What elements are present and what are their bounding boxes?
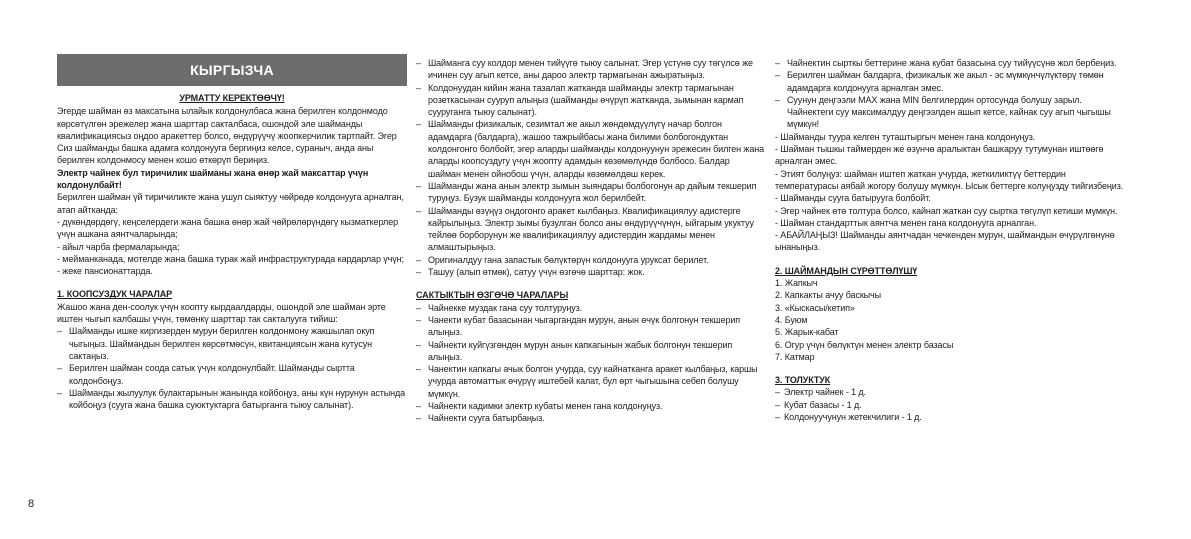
intro-paragraph: Эгерде шайман өз максатына ылайык колдонулбаса жана берилген колдонмодо көрсөтүлгөн эрежелер жана шарттар сакталбаса, ошондой эле шайманды квалификациясыз оңдоо аракеттер болсо, өндүрүүчү жоопкерчилик тартпайт. Эгер Сиз шайманды башка адамга колдонууга бергиңиз келсе, сураныч, анда аны берилген колдонмосу менен кошо өткөрүп бериңиз. <box>57 106 397 166</box>
list-item: – Оригиналдуу гана запастык бөлүктөрүн колдонууга уруксат берилет. <box>416 254 764 266</box>
list-item: – Колдонуудан кийин жана тазалап жатканда шайманды электр тармагынан розеткасынан сууруп алыңыз (шайманды өчүрүп жатканда, зымынан кармап сууруганга тыюу салынат). <box>416 82 764 119</box>
precautions-list-continued <box>775 57 1125 131</box>
list-item: – Шайманды өзүңүз оңдогонго аракет кылбаңыз. Квалификациялуу адистерге кайрылыңыз. Электр зымы бузулган болсо аны өндүрүүчүнүн, ыйгарым укуктуу тейлөө борборунун же квалификациялуу адистердин жардамы менен алмаштырыңыз. <box>416 205 764 254</box>
list-item: – Электр чайнек - 1 д. <box>775 386 1125 398</box>
list-item: – Ташуу (алып өтмөк), сатуу үчүн өзгөчө шарттар: жок. <box>416 266 764 278</box>
dash-line: - Шайманды туура келген туташтыргыч менен гана колдонуңуз. <box>775 131 1036 142</box>
safety-list-continued <box>416 57 764 278</box>
language-banner: КЫРГЫЗЧА <box>57 54 407 86</box>
dash-line: - Шайманды сууга батырууга болбойт. <box>775 193 931 204</box>
list-item: – Шайманды ишке киргизерден мурун берилген колдонмону жакшылап окуп чыгыңыз. Шаймандын берилген көрсөтмөсүн, квитанциясын жана кутусун сактаңыз. <box>57 325 407 362</box>
page-number: 8 <box>28 498 35 510</box>
list-item: – Чайнекти сууга батырбаңыз. <box>416 412 764 424</box>
list-item: – Колдонуучунун жетекчилиги - 1 д. <box>775 411 1125 423</box>
section1-intro: Жашоо жана ден-соолук үчүн коопту кырдаалдарды, ошондой эле шайман эрте иштен чыгып калбашы үчүн, төмөнкү шарттар так сакталууга тийиш: <box>57 301 386 325</box>
section3-title: 3. ТОЛУКТУК <box>775 375 831 386</box>
precautions-title: САКТЫКТЫН ӨЗГӨЧӨ ЧАРАЛАРЫ <box>416 290 569 301</box>
dash-line: - Этият болуңуз: шайман иштеп жаткан учурда, жеткиликтүү беттердин температурасы аябай жогору болушу мүмкүн. Ысык беттерге колуңузду тийгизбеңиз. <box>775 168 1124 191</box>
contents-list <box>775 386 1125 423</box>
list-item: – Чанекти кубат базасынан чыгаргандан мурун, анын өчүк болгонун текшерип алыңыз. <box>416 314 764 339</box>
list-item: – Берилген шайман соода сатык үчүн колдонулбайт. Шайманды сыртта колдонбоңуз. <box>57 362 407 387</box>
use-item: - дүкөндөрдөгү, кеңселердеги жана башка өнөр жай чөйрөлөрүндөгү кызматкерлер үчүн ашкана аянтчаларында; <box>57 216 399 240</box>
list-item: – Берилген шайман балдарга, физикалык же акыл - эс мүмкүнчүлүктөрү төмөн адамдарга колдонууга арналган эмес. <box>775 69 1125 94</box>
use-item: - айыл чарба фермаларында; <box>57 241 180 252</box>
list-item: – Шайманды жылуулук булактарынын жанында койбоңуз, аны күн нурунун астында койбоңуз (сууга жана башка суюктуктарга батырганга тыюу салынат). <box>57 387 407 412</box>
section1-list <box>57 325 407 411</box>
list-item: – Суунун деңгээли MAX жана MIN белгилердин ортосунда болушу зарыл. Чайнектеги суу максималдуу деңгээлден ашып кетсе, кайнак суу агып чыгышы мүмкүн! <box>775 94 1125 131</box>
description-item: 1. Жапкыч <box>775 278 818 289</box>
list-item: – Шайманды жана анын электр зымын зыяндары болбогонун ар дайым текшерип туруңуз. Бузук шайманды колдонууга жол берилбейт. <box>416 180 764 205</box>
important-title: УРМАТТУ КЕРЕКТӨӨЧҮ! <box>179 93 285 103</box>
list-item: – Чайнекти кадимки электр кубаты менен гана колдонуңуз. <box>416 400 764 412</box>
list-item: – Чайнекке муздак гана суу толтуруңуз. <box>416 302 764 314</box>
warning-bold-line: Электр чайнек бул тиричилик шайманы жана өнөр жай максаттар үчүн колдонулбайт! <box>57 167 369 191</box>
column-right <box>775 57 1125 423</box>
use-item: - мейманканада, мотелде жана башка турак жай инфраструктурада кардарлар үчүн; <box>57 253 404 264</box>
use-paragraph: Берилген шайман үй тиричиликте жана ушул сыяктуу чөйрөдө колдонууга арналган, атап айтканда: <box>57 192 404 215</box>
description-item: 6. Огур үчүн бөлүктүн менен электр базасы <box>775 339 954 350</box>
list-item: – Чайнекти куйгүзгөндөн мурун анын капкагынын жабык болгонун текшерип алыңыз. <box>416 339 764 364</box>
list-item: – Шайманга суу колдор менен тийүүгө тыюу салынат. Эгер үстүнө суу төгүлсө же ичинен суу агып кетсе, аны дароо электр тармагынан ажыратыңыз. <box>416 57 764 82</box>
list-item: – Шайманды физикалык, сезимтал же акыл жөндөмдүүлүгү начар болгон адамдарга (балдарга), жашоо тажрыйбасы жана билими болбогондуктан колдонгонго болбойт, эгер аларды шайманды колдонуунун эрежесин билген жана аларды коопсуздугу үчүн жоопту адамдын көзөмөлүндө болбосо. Балдар шайман менен ойнобош үчүн, аларды көзөмөлдөш керек. <box>416 118 764 179</box>
list-item: – Чайнектин сырткы беттерине жана кубат базасына суу тийүүсүнө жол бербеңиз. <box>775 57 1125 69</box>
description-item: 2. Капкакты ачуу баскычы <box>775 290 882 301</box>
column-left <box>57 54 407 411</box>
list-item: – Кубат базасы - 1 д. <box>775 399 1125 411</box>
description-item: 4. Буюм <box>775 314 808 325</box>
list-item: – Чанектин капкагы ачык болгон учурда, суу кайнатканга аракет кылбаңыз, каршы учурда автоматтык өчүрүү иштебей калат, бул өрт чыгышына себеп болушу мүмкүн. <box>416 363 764 400</box>
use-item: - жеке пансионаттарда. <box>57 266 153 277</box>
dash-line: - Шайман стандарттык аянтча менен гана колдонууга арналган. <box>775 217 1037 228</box>
section1-title: 1. КООПСУЗДУК ЧАРАЛАР <box>57 289 173 300</box>
description-item: 7. Катмар <box>775 351 815 362</box>
precautions-list <box>416 302 764 425</box>
section2-title: 2. ШАЙМАНДЫН СҮРӨТТӨЛҮШҮ <box>775 265 918 276</box>
dash-line: - Эгер чайнек өтө толтура болсо, кайнап жаткан суу сыртка төгүлүп кетиши мүмкүн. <box>775 205 1118 216</box>
dash-line: - Шайман тышкы таймерден же өзүнчө аралыктан башкаруу тутумунан иштөөгө арналган эмес. <box>775 144 1104 167</box>
column-middle <box>416 57 764 425</box>
description-item: 5. Жарык-кабат <box>775 327 839 338</box>
dash-line: - АБАЙЛАҢЫЗ! Шайманды аянтчадан чечкенден мурун, шаймандын өчүрүлгөнүнө ынаныңыз. <box>775 230 1115 253</box>
description-item: 3. «Кыскасы/кетип» <box>775 302 855 313</box>
